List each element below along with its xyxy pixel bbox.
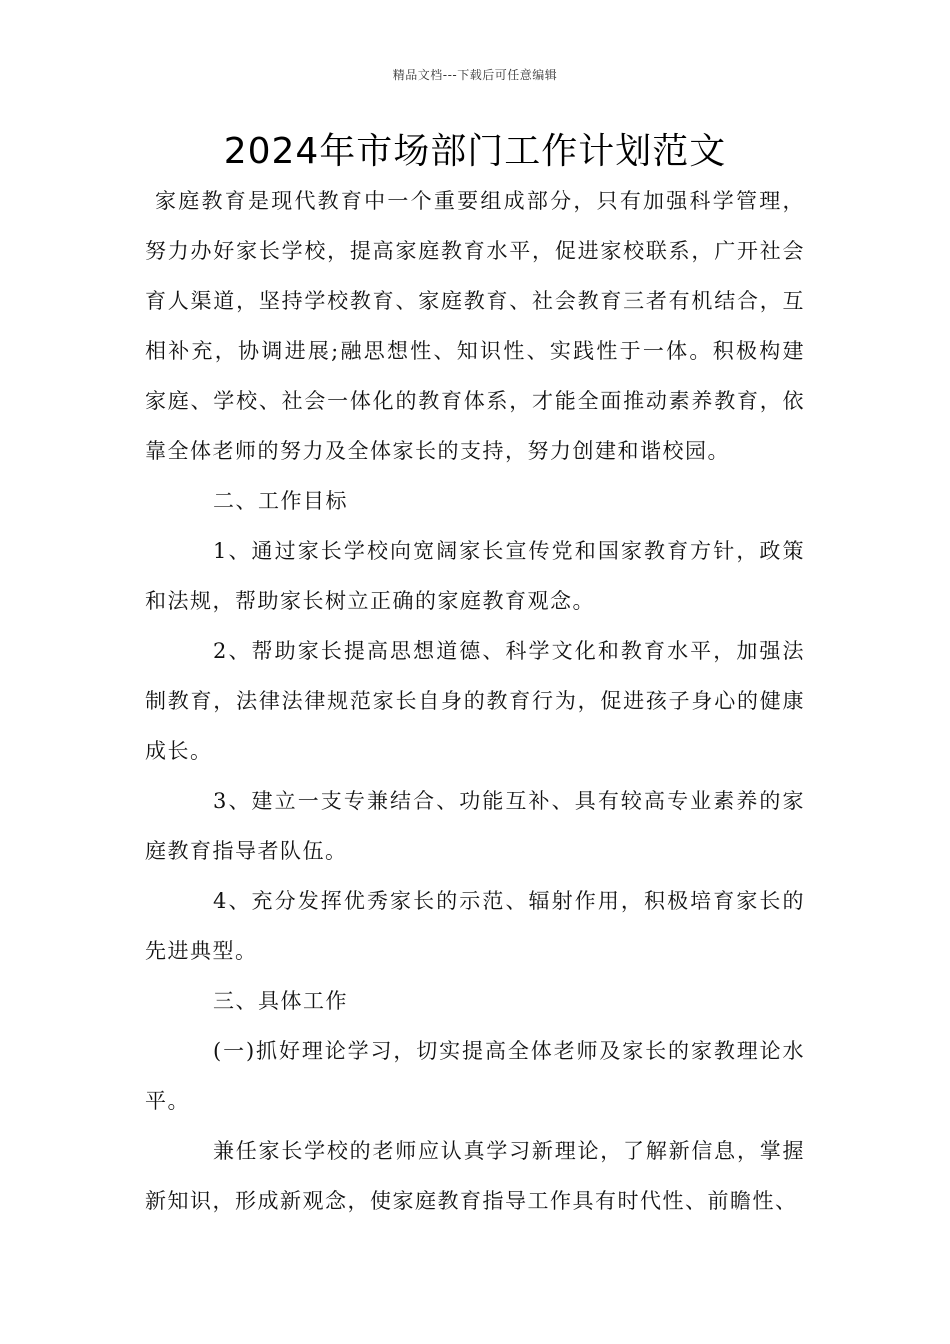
paragraph-goal-2: 2、帮助家长提高思想道德、科学文化和教育水平，加强法制教育，法律法律规范家长自身的教育行为，促进孩子身心的健康成长。 bbox=[145, 639, 805, 763]
paragraph-goal-4: 4、充分发挥优秀家长的示范、辐射作用，积极培育家长的先进典型。 bbox=[145, 889, 805, 963]
paragraph-goal-1: 1、通过家长学校向宽阔家长宣传党和国家教育方针，政策和法规，帮助家长树立正确的家庭教育观念。 bbox=[145, 539, 805, 613]
header-note: 精品文档---下载后可任意编辑 bbox=[392, 68, 558, 82]
document-title: 2024年市场部门工作计划范文 bbox=[223, 131, 727, 172]
section-heading-goals: 二、工作目标 bbox=[213, 489, 348, 513]
paragraph-goal-3: 3、建立一支专兼结合、功能互补、具有较高专业素养的家庭教育指导者队伍。 bbox=[145, 789, 805, 863]
section-heading-tasks: 三、具体工作 bbox=[213, 989, 348, 1013]
document-body bbox=[145, 176, 805, 1226]
paragraph-task-1-heading: (一)抓好理论学习，切实提高全体老师及家长的家教理论水平。 bbox=[145, 1039, 805, 1113]
paragraph-task-1-body: 兼任家长学校的老师应认真学习新理论，了解新信息，掌握新知识，形成新观念，使家庭教育指导工作具有时代性、前瞻性、 bbox=[145, 1139, 805, 1213]
paragraph-intro: 家庭教育是现代教育中一个重要组成部分，只有加强科学管理，努力办好家长学校，提高家庭教育水平，促进家校联系，广开社会育人渠道，坚持学校教育、家庭教育、社会教育三者有机结合，互相补充，协调进展;融思想性、知识性、实践性于一体。积极构建家庭、学校、社会一体化的教育体系，才能全面推动素养教育，依靠全体老师的努力及全体家长的支持，努力创建和谐校园。 bbox=[145, 189, 805, 463]
